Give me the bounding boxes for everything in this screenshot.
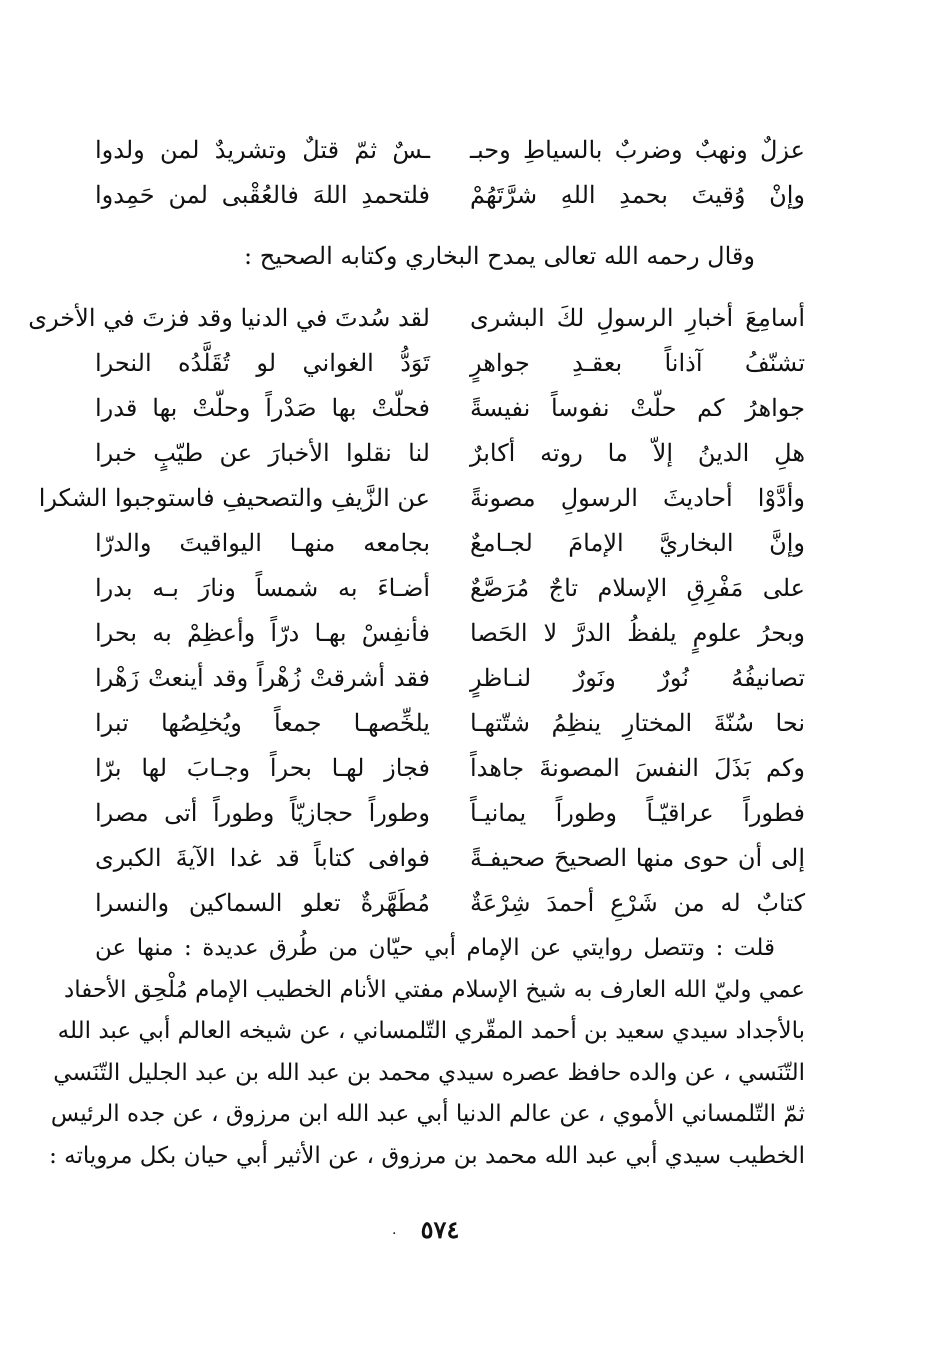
prose-line: التّنَسي ، عن والده حافظ عصره سيدي محمد بن عبد الله بن عبد الجليل التّنَسي <box>53 1059 805 1086</box>
verse-right-hemistich: أسامِعَ أخبارِ الرسولِ لكَ البشرى <box>470 304 805 332</box>
verse-right-hemistich: نحا سُنّةَ المختارِ ينظِمُ شتّتهـا <box>470 709 805 737</box>
verse-left-hemistich: أضـاءَ به شمساً ونارَ بـه بدرا <box>95 574 430 602</box>
verse-left-hemistich: فأنفِسْ بهـا درّاً وأعظِمْ به بحرا <box>95 619 430 647</box>
verse-right-hemistich: فطوراً عراقيّـاً وطوراً يمانيـاً <box>470 799 805 827</box>
verse-right-hemistich: إلى أن حوى منها الصحيحَ صحيفـةً <box>470 844 805 872</box>
verse-left-hemistich: فلتحمدِ اللهَ فالعُقْبى لمن حَمِدوا <box>95 181 430 209</box>
verse-left-hemistich: بجامعه منهـا اليواقيتَ والدرّا <box>95 529 430 557</box>
verse-right-hemistich: وبحرُ علومٍ يلفظُ الدرَّ لا الحَصا <box>470 619 805 647</box>
verse-row <box>95 836 805 881</box>
verse-right-hemistich: عزلٌ ونهبٌ وضربٌ بالسياطِ وحبـ <box>470 136 805 164</box>
verse-row <box>95 746 805 791</box>
verse-left-hemistich: ـسٌ ثمّ قتلٌ وتشريدٌ لمن ولدوا <box>95 136 430 164</box>
verse-row <box>95 791 805 836</box>
poem <box>28 296 805 926</box>
verse-right-hemistich: كتابٌ له من شَرْعِ أحمدَ شِرْعَةٌ <box>470 889 805 917</box>
verse-left-hemistich: فحلّتْ بها صَدْراً وحلّتْ بها قدرا <box>95 394 430 422</box>
verse-right-hemistich: على مَفْرِقِ الإسلام تاجٌ مُرَصَّعٌ <box>470 574 805 602</box>
verse-row <box>95 881 805 926</box>
verse-row <box>95 431 805 476</box>
prose-line: قلت : وتتصل روايتي عن الإمام أبي حيّان من طُرق عديدة : منها عن <box>95 935 775 961</box>
verse-right-hemistich: تشنّفُ آذاناً بعقـدِ جواهرٍ <box>470 349 805 377</box>
verse-row <box>95 566 805 611</box>
verse-row <box>95 656 805 701</box>
verse-row <box>95 173 805 218</box>
verse-row <box>95 386 805 431</box>
verse-row <box>95 128 805 173</box>
verse-left-hemistich: مُطَهَّرةٌ تعلو السماكين والنسرا <box>95 889 430 917</box>
verse-row <box>95 611 805 656</box>
verse-row <box>38 476 805 521</box>
page-number: ٥٧٤ <box>420 1215 460 1244</box>
verse-right-hemistich: وكم بَذَلَ النفسَ المصونةَ جاهداً <box>470 754 805 782</box>
verse-left-hemistich: لنا نقلوا الأخبارَ عن طيّبٍ خبرا <box>95 439 430 467</box>
verse-right-hemistich: وإنْ وُقيتَ بحمدِ اللهِ شرَّتَهُمْ <box>470 181 805 209</box>
verse-right-hemistich: وإنَّ البخاريَّ الإمامَ لجـامعٌ <box>470 529 805 557</box>
verse-row <box>95 701 805 746</box>
verse-left-hemistich: وطوراً حجازيّاً وطوراً أتى مصرا <box>95 799 430 827</box>
prose-line: عمي وليّ الله العارف به شيخ الإسلام مفتي الأنام الخطيب الإمام مُلْحِق الأحفاد <box>63 976 805 1003</box>
verse-left-hemistich: فوافى كتاباً قد غدا الآيةَ الكبرى <box>95 844 430 872</box>
verse-left-hemistich: فقد أشرقتْ زُهْراً وقد أينعتْ زَهْرا <box>95 664 430 692</box>
verse-row <box>28 296 805 341</box>
verse-left-hemistich: عن الزَّيفِ والتصحيفِ فاستوجبوا الشكرا <box>38 484 430 512</box>
top-verses <box>95 128 805 218</box>
verse-right-hemistich: هلِ الدينُ إلاّ ما روته أكابرٌ <box>470 439 805 467</box>
page-number-mark: · <box>392 1226 397 1242</box>
verse-left-hemistich: تَوَدُّ الغواني لو تُقَلَّدُه النحرا <box>95 349 430 377</box>
poem-intro: وقال رحمه الله تعالى يمدح البخاري وكتابه الصحيح : <box>244 242 755 270</box>
verse-right-hemistich: تصانيفُهُ نُورٌ ونَورٌ لنـاظرٍ <box>470 664 805 692</box>
prose-line: الخطيب سيدي أبي عبد الله محمد بن مرزوق ، عن الأثير أبي حيان بكل مروياته : <box>49 1142 805 1169</box>
verse-left-hemistich: يلخِّصهـا جمعاً ويُخلِصُها تبرا <box>95 709 430 737</box>
verse-left-hemistich: فجاز لهـا بحراً وجـابَ لها برّا <box>95 754 430 782</box>
verse-right-hemistich: وأدَّوْا أحاديثَ الرسولِ مصونةً <box>470 484 805 512</box>
verse-right-hemistich: جواهرُ كم حلّتْ نفوساً نفيسةً <box>470 394 805 422</box>
verse-row <box>95 341 805 386</box>
verse-row <box>95 521 805 566</box>
verse-left-hemistich: لقد سُدتَ في الدنيا وقد فزتَ في الأخرى <box>28 304 430 332</box>
prose-line: ثمّ التّلمساني الأموي ، عن عالم الدنيا أبي عبد الله ابن مرزوق ، عن جده الرئيس <box>50 1101 805 1127</box>
prose-line: بالأجداد سيدي سعيد بن أحمد المقّري التّلمساني ، عن شيخه العالم أبي عبد الله <box>57 1018 805 1044</box>
prose-paragraph <box>49 928 805 1177</box>
